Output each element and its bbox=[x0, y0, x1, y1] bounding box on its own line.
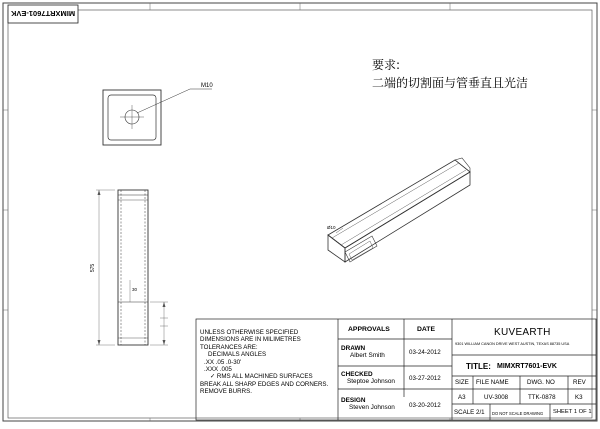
dim-iso-label: Ø10 bbox=[327, 225, 336, 230]
company-address: 9301 WILLIAM CANON DRIVE WEST AUSTIN, TEXAS 88735 USA bbox=[455, 342, 570, 346]
drawn-date: 03-24-2012 bbox=[409, 349, 441, 356]
check-mark-icon: ✓ bbox=[210, 373, 216, 381]
part-number-stamp: MIMXRT7601-EVK bbox=[10, 9, 76, 18]
checked-date: 03-27-2012 bbox=[409, 375, 441, 382]
sheet-number: SHEET 1 OF 1 bbox=[553, 409, 592, 415]
dim-inner-label: 30 bbox=[132, 287, 138, 292]
checked-label: CHECKED bbox=[341, 371, 373, 378]
design-label: DESIGN bbox=[341, 397, 366, 404]
file-name-label: FILE NAME bbox=[476, 379, 509, 386]
checked-name: Steptoe Johnson bbox=[347, 378, 395, 385]
notes-line-8: BREAK ALL SHARP EDGES AND CORNERS. bbox=[200, 380, 329, 388]
file-name-value: UV-3008 bbox=[484, 394, 509, 401]
notes-line-9: REMOVE BURRS. bbox=[200, 388, 252, 396]
date-header: DATE bbox=[417, 326, 435, 333]
notes-line-4: DECIMALS ANGLES bbox=[208, 351, 267, 359]
approvals-header: APPROVALS bbox=[348, 326, 390, 333]
no-scale-note: DO NOT SCALE DRAWING bbox=[492, 411, 544, 416]
rev-value: K3 bbox=[575, 394, 583, 401]
notes-line-5: .XX .05 .0-30' bbox=[204, 358, 242, 366]
notes-line-6: .XXX .005 bbox=[204, 366, 232, 374]
rev-label: REV bbox=[573, 379, 586, 386]
front-view bbox=[96, 190, 168, 345]
hole-label: M10 bbox=[201, 83, 213, 89]
general-notes bbox=[200, 329, 328, 396]
requirements-text: 二端的切割面与管垂直且光洁 bbox=[372, 76, 529, 90]
design-name: Steven Johnson bbox=[349, 404, 395, 411]
size-value: A3 bbox=[458, 394, 466, 401]
design-date: 03-20-2012 bbox=[409, 402, 441, 409]
drawn-label: DRAWN bbox=[341, 345, 366, 352]
title-label: TITLE: bbox=[466, 362, 491, 371]
dwg-no-label: DWG. NO bbox=[527, 379, 555, 386]
dwg-no-value: TTK-0878 bbox=[528, 394, 556, 401]
drawn-name: Albert Smith bbox=[350, 352, 385, 359]
company-name: KUVEARTH bbox=[494, 327, 551, 338]
notes-line-3: TOLERANCES ARE: bbox=[200, 343, 258, 351]
title-value: MIMXRT7601-EVK bbox=[497, 363, 557, 370]
requirements-title: 要求: bbox=[372, 58, 401, 72]
dim-length-label: 575 bbox=[90, 263, 96, 273]
notes-line-2: DIMENSIONS ARE IN MILIMETRES bbox=[200, 336, 301, 344]
isometric-view bbox=[328, 158, 470, 262]
scale-label: SCALE 2/1 bbox=[454, 409, 485, 416]
top-view bbox=[103, 89, 212, 145]
notes-line-1: UNLESS OTHERWISE SPECIFIED bbox=[200, 329, 299, 336]
notes-line-7: ✓ RMS ALL MACHINED SURFACES bbox=[210, 373, 313, 381]
size-label: SIZE bbox=[455, 379, 469, 386]
